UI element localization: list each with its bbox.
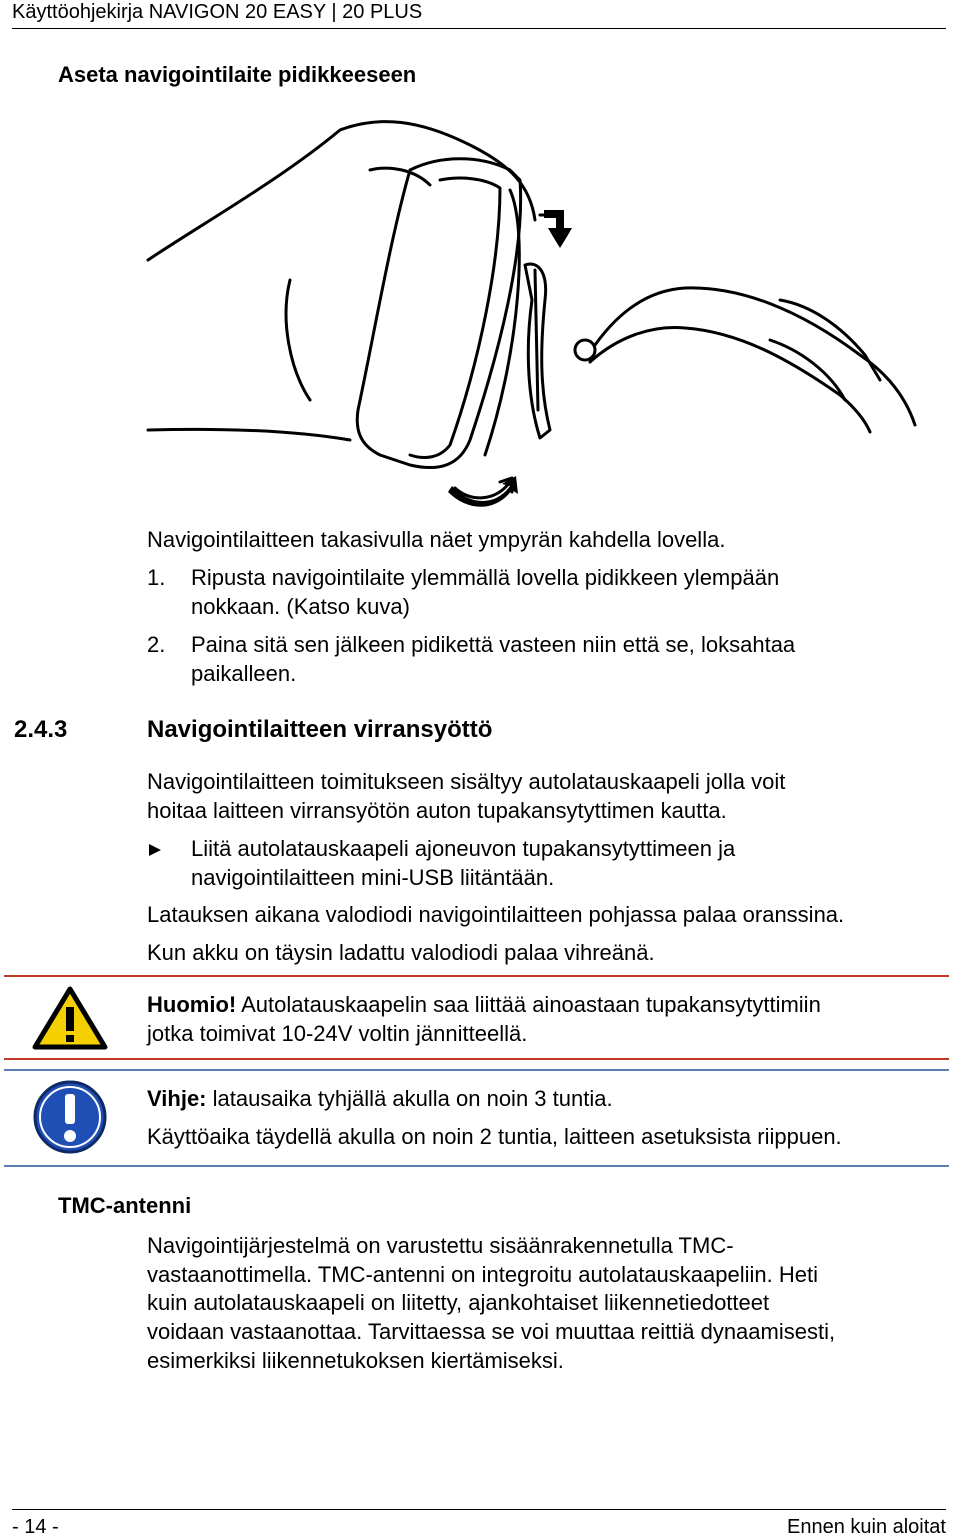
section-number: 2.4.3 (14, 716, 68, 743)
chapter-name: Ennen kuin aloitat (786, 1516, 946, 1538)
tip-text: latausaika tyhjällä akulla on noin 3 tuntia. (212, 1086, 613, 1111)
tmc-text: kuin autolatauskaapeli on liitetty, ajankohtaiset liikennetiedotteet (147, 1290, 770, 1315)
warning-top-rule (4, 975, 949, 977)
tmc-text: esimerkiksi liikennetukoksen kiertämiseksi. (147, 1348, 564, 1373)
warning-triangle-icon (32, 985, 108, 1051)
tip-label: Vihje: (147, 1086, 207, 1111)
page-header (12, 0, 946, 29)
bullet-text: navigointilaitteen mini-USB liitäntään. (191, 865, 555, 890)
mount-heading: Aseta navigointilaite pidikkeeseen (58, 62, 417, 87)
warning-label: Huomio! (147, 992, 237, 1017)
warning-bottom-rule (4, 1058, 949, 1060)
tip-bottom-rule (4, 1165, 949, 1167)
mount-intro: Navigointilaitteen takasivulla näet ympyrän kahdella lovella. (147, 527, 726, 552)
step-number: 2. (147, 632, 166, 657)
section-paragraph: hoitaa laitteen virransyötön auton tupakansytyttimen kautta. (147, 798, 727, 823)
tmc-text: vastaanottimella. TMC-antenni on integroitu autolatauskaapeliin. Heti (147, 1262, 818, 1287)
charging-text: Latauksen aikana valodiodi navigointilaitteen pohjassa palaa oranssina. (147, 902, 845, 927)
section-title: Navigointilaitteen virransyöttö (147, 716, 493, 743)
tmc-text: voidaan vastaanottaa. Tarvittaessa se voi muuttaa reittiä dynaamisesti, (147, 1319, 836, 1344)
info-exclamation-icon (32, 1079, 108, 1155)
tip-line-1 (147, 1084, 613, 1113)
warning-line-1 (147, 990, 821, 1019)
step-text: Paina sitä sen jälkeen pidikettä vasteen niin että se, loksahtaa (191, 632, 796, 657)
warning-text: Autolatauskaapelin saa liittää ainoastaan tupakansytyttimiin (241, 992, 821, 1017)
tip-text: Käyttöaika täydellä akulla on noin 2 tuntia, laitteen asetuksista riippuen. (147, 1124, 842, 1149)
step-text: nokkaan. (Katso kuva) (191, 594, 410, 619)
tmc-text: Navigointijärjestelmä on varustettu sisäänrakennetulla TMC- (147, 1233, 734, 1258)
tmc-heading: TMC-antenni (58, 1193, 192, 1218)
charged-text: Kun akku on täysin ladattu valodiodi palaa vihreänä. (147, 940, 655, 965)
triangle-bullet-icon (148, 843, 162, 857)
page-number: - 14 - (12, 1516, 59, 1538)
section-paragraph: Navigointilaitteen toimitukseen sisältyy autolatauskaapeli jolla voit (147, 769, 786, 794)
tip-top-rule (4, 1069, 949, 1071)
page-footer (12, 1509, 946, 1540)
step-text: paikalleen. (191, 661, 297, 686)
warning-text: jotka toimivat 10-24V voltin jännitteellä. (147, 1021, 528, 1046)
mount-illustration (140, 110, 930, 510)
step-number: 1. (147, 565, 166, 590)
bullet-text: Liitä autolatauskaapeli ajoneuvon tupakansytyttimeen ja (191, 836, 736, 861)
header-title: Käyttöohjekirja NAVIGON 20 EASY | 20 PLUS (12, 1, 423, 23)
step-text: Ripusta navigointilaite ylemmällä lovella pidikkeen ylempään (191, 565, 780, 590)
